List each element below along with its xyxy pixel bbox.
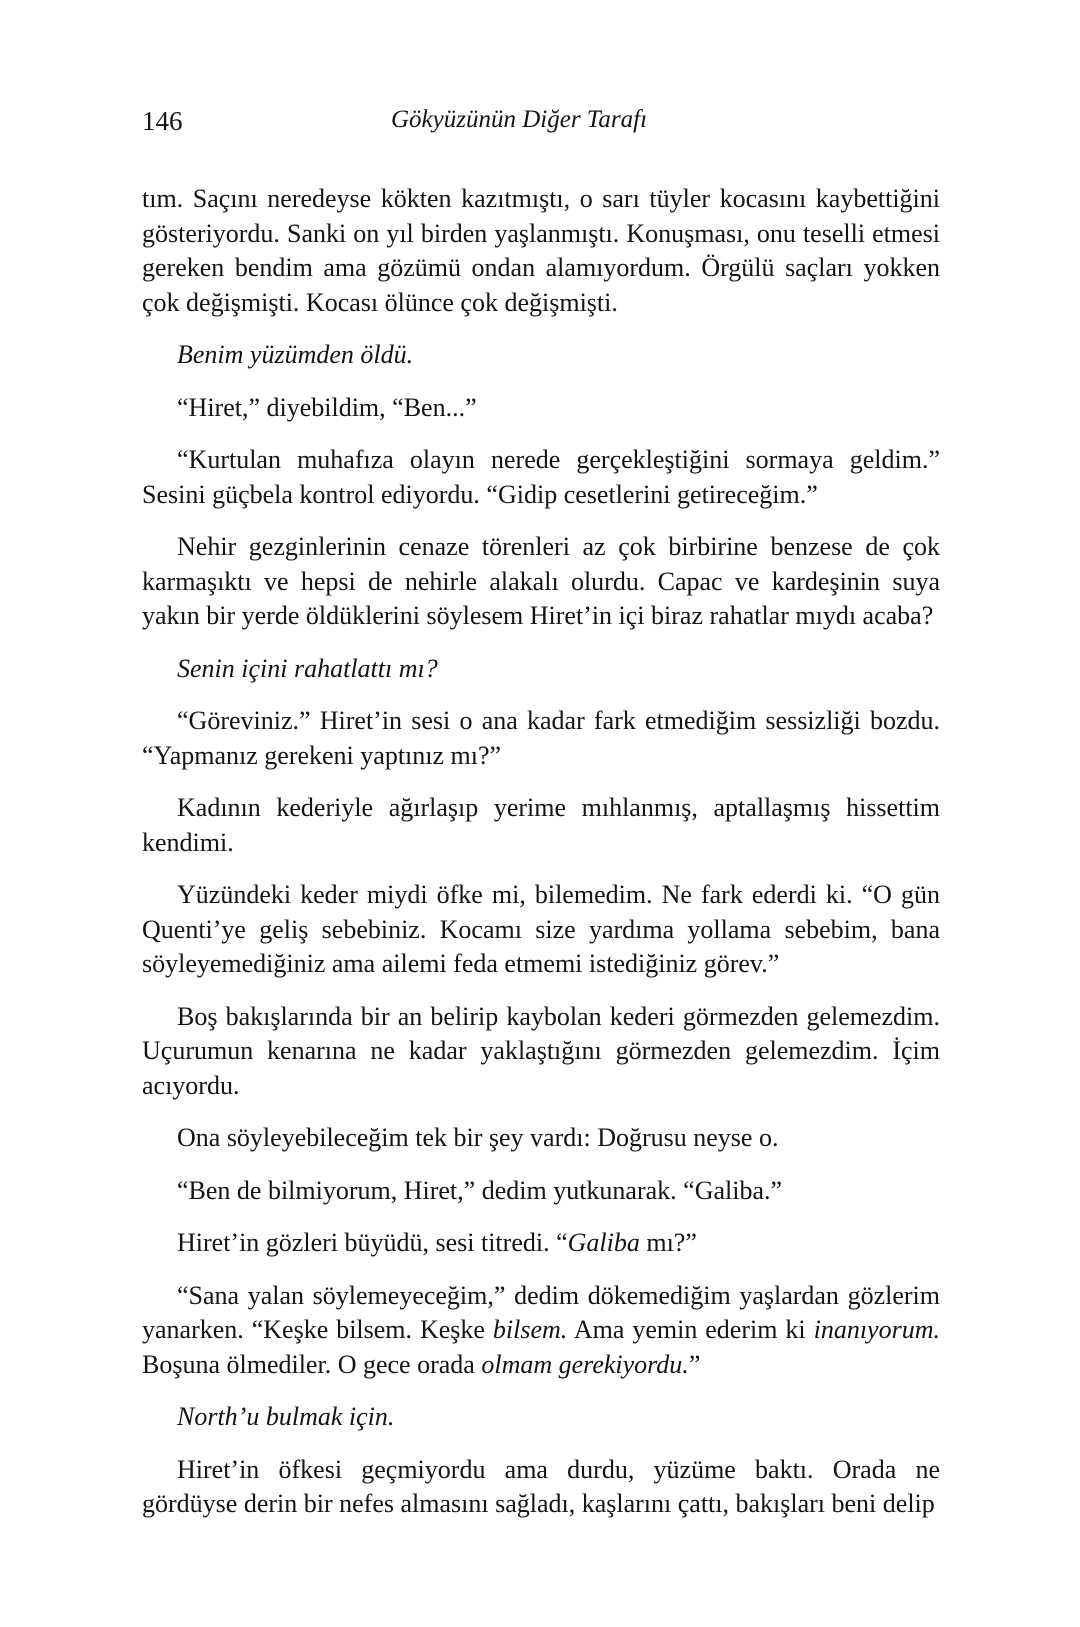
paragraph-italic <box>142 1400 940 1435</box>
paragraph-italic <box>142 338 940 373</box>
text-run: Hiret’in gözleri büyüdü, sesi titredi. “ <box>177 1228 568 1257</box>
page-number: 146 <box>142 106 183 136</box>
text-run: Ama yemin ederim ki <box>567 1315 814 1344</box>
paragraph: “Göreviniz.” Hiret’in sesi o ana kadar fark etmediğim sessizliği bozdu. “Yapmanız gerekeni yaptınız mı?” <box>142 706 940 770</box>
paragraph: Kadının kederiyle ağırlaşıp yerime mıhlanmış, aptallaşmış hissettim kendimi. <box>142 793 940 857</box>
text-run: ” <box>688 1349 701 1379</box>
text-run: “Sana yalan söylemeyeceğim,” dedim dökemediğim yaşlardan gözlerim yanarken. “Keşke bilsem. Keşke <box>142 1280 940 1344</box>
paragraph: “Ben de bilmiyorum, Hiret,” dedim yutkunarak. “Galiba.” <box>177 1175 783 1205</box>
text-run: Boşuna ölmediler. O gece orada <box>142 1349 482 1379</box>
paragraph-italic <box>142 652 940 687</box>
paragraph: Ona söyleyebileceğim tek bir şey vardı: Doğrusu neyse o. <box>177 1123 779 1152</box>
paragraph: Yüzündeki keder miydi öfke mi, bilemedim. Ne fark ederdi ki. “O gün Quenti’ye geliş sebebiniz. Kocamı size yardıma yollama sebebim, bana söyleyemediğiniz ama ailemi feda etmemi istediğiniz görev.” <box>142 880 940 978</box>
paragraph: Nehir gezginlerinin cenaze törenleri az çok birbirine benzese de çok karmaşıktı ve hepsi de nehirle alakalı olurdu. Capac ve kardeşinin suya yakın bir yerde öldüklerini söylesem Hiret’in içi biraz rahatlar mıydı acaba? <box>142 532 940 630</box>
italic-text: Galiba <box>567 1228 640 1257</box>
paragraph: Hiret’in öfkesi geçmiyordu ama durdu, yüzüme baktı. Orada ne gördüyse derin bir nefes almasını sağladı, kaşlarını çattı, bakışları beni delip <box>142 1454 940 1518</box>
italic-text: North’u bulmak için. <box>177 1402 395 1431</box>
text-run: mı?” <box>639 1228 697 1257</box>
italic-text: inanıyorum. <box>813 1315 940 1344</box>
paragraph: Boş bakışlarında bir an belirip kaybolan kederi görmezden gelemezdim. Uçurumun kenarına ne kadar yaklaştığını görmezden gelemezdim. İçim acıyordu. <box>142 1001 940 1100</box>
italic-text: Senin içini rahatlattı mı? <box>177 653 438 683</box>
italic-text: Benim yüzümden öldü. <box>177 340 414 369</box>
paragraph: “Kurtulan muhafıza olayın nerede gerçekleştiğini sormaya geldim.” Sesini güçbela kontrol ediyordu. “Gidip cesetlerini getireceğim.” <box>142 445 940 509</box>
paragraph: “Hiret,” diyebildim, “Ben...” <box>177 392 477 422</box>
italic-text: olmam gerekiyordu. <box>481 1349 689 1379</box>
paragraph <box>142 1226 940 1261</box>
paragraph <box>142 1279 940 1383</box>
page-header <box>142 106 942 146</box>
body-text <box>142 182 940 1522</box>
italic-text: bilsem. <box>492 1315 568 1344</box>
running-title: Gökyüzünün Diğer Tarafı <box>391 106 648 133</box>
paragraph: tım. Saçını neredeyse kökten kazıtmıştı, o sarı tüyler kocasını kaybettiğini gösteriyordu. Sanki on yıl birden yaşlanmıştı. Konuşması, onu teselli etmesi gereken bendim ama gözümü ondan alamıyordum. Örgülü saçları yokken çok değişmişti. Kocası ölünce çok değişmişti. <box>142 184 940 317</box>
